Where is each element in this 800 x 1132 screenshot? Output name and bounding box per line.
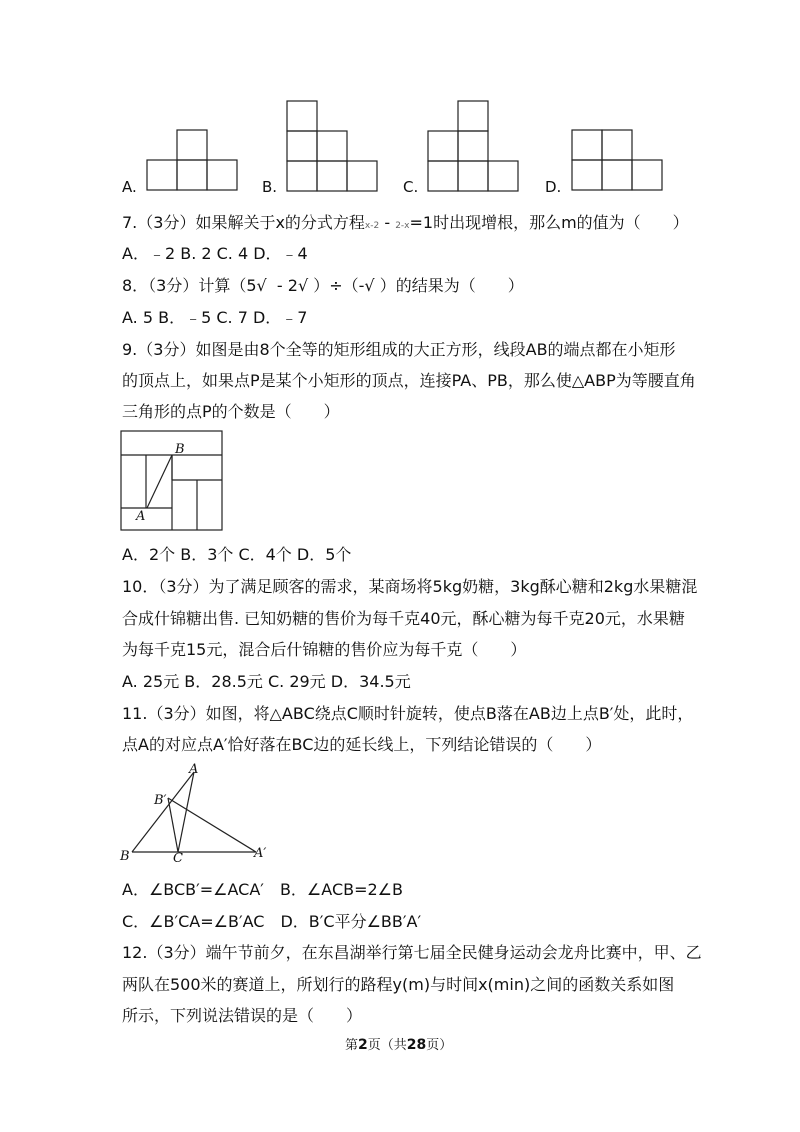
q6-option-d-figure <box>571 129 666 191</box>
footer-page-number: 2 <box>358 1037 368 1053</box>
q6-option-b-figure <box>286 100 381 192</box>
q9-line-1: 9.（3分）如图是由8个全等的矩形组成的大正方形，线段AB的端点都在小矩形 <box>122 340 676 359</box>
q12-line-1: 12.（3分）端午节前夕，在东昌湖举行第七届全民健身运动会龙舟比赛中，甲、乙 <box>122 943 702 962</box>
q11-point-b-prime-label: B′ <box>154 793 167 808</box>
q9-point-b-label: B <box>175 442 185 457</box>
q7-options: A．﹣2 B. 2 C. 4 D．﹣4 <box>122 244 308 263</box>
q11-line-2: 点A的对应点A′恰好落在BC边的延长线上，下列结论错误的（ ） <box>122 735 602 754</box>
q6-option-a-figure <box>146 129 241 191</box>
q9-line-3: 三角形的点P的个数是（ ） <box>122 402 340 421</box>
q8-question: 8．（3分）计算（5√ - 2√ ）÷（-√ ）的结果为（ ） <box>122 276 524 295</box>
q10-line-2: 合成什锦糖出售. 已知奶糖的售价为每千克40元，酥心糖为每千克20元，水果糖 <box>122 609 685 628</box>
q10-options: A. 25元 B．28.5元 C. 29元 D．34.5元 <box>122 672 411 691</box>
q7-fraction-a: x-2 <box>364 221 380 231</box>
q8-options: A. 5 B．﹣5 C. 7 D．﹣7 <box>122 308 308 327</box>
q9-point-a-label: A <box>136 509 146 524</box>
q11-option-d: D．B′C平分∠BB′A′ <box>280 912 422 931</box>
q11-option-b: B．∠ACB=2∠B <box>279 880 403 899</box>
q11-point-b-label: B <box>120 849 130 864</box>
q7-prefix: 7.（3分）如果解关于x的分式方程 <box>122 213 365 232</box>
q11-option-a: A．∠BCB′=∠ACA′ <box>122 880 264 899</box>
q10-line-1: 10．（3分）为了满足顾客的需求，某商场将5kg奶糖，3kg酥心糖和2kg水果糖混 <box>122 577 698 596</box>
q9-line-2: 的顶点上，如果点P是某个小矩形的顶点，连接PA、PB，那么使△ABP为等腰直角 <box>122 371 696 390</box>
q7-fraction-b: 2-x <box>395 221 410 231</box>
q12-line-2: 两队在500米的赛道上，所划行的路程y(m)与时间x(min)之间的函数关系如图 <box>122 975 675 994</box>
q11-option-c: C．∠B′CA=∠B′AC <box>122 912 265 931</box>
q9-options: A．2个 B．3个 C．4个 D．5个 <box>122 545 352 564</box>
q6-option-c-figure <box>427 100 522 192</box>
q11-option-cd-row <box>122 912 421 932</box>
q10-line-3: 为每千克15元，混合后什锦糖的售价应为每千克（ ） <box>122 640 527 659</box>
q6-option-c-label: C. <box>403 178 419 196</box>
q6-option-b-label: B. <box>262 178 278 196</box>
q11-point-c-label: C <box>173 851 183 866</box>
q11-point-a-label: A <box>189 762 199 777</box>
q11-line-1: 11.（3分）如图，将△ABC绕点C顺时针旋转，使点B落在AB边上点B′处，此时， <box>122 704 694 723</box>
q7-suffix: =1时出现增根，那么m的值为（ ） <box>409 213 689 232</box>
q11-point-a-prime-label: A′ <box>254 846 267 861</box>
page-footer: 第2页（共28页） <box>345 1037 453 1053</box>
footer-total-pages: 28 <box>406 1037 427 1053</box>
q12-line-3: 所示，下列说法错误的是（ ） <box>122 1006 363 1025</box>
q6-option-d-label: D. <box>545 178 562 196</box>
q7-question: 7.（3分）如果解关于x的分式方程x-2 - 2-x=1时出现增根，那么m的值为（ ） <box>122 213 689 232</box>
q6-option-a-label: A. <box>122 178 137 196</box>
q11-option-ab-row <box>122 880 403 900</box>
